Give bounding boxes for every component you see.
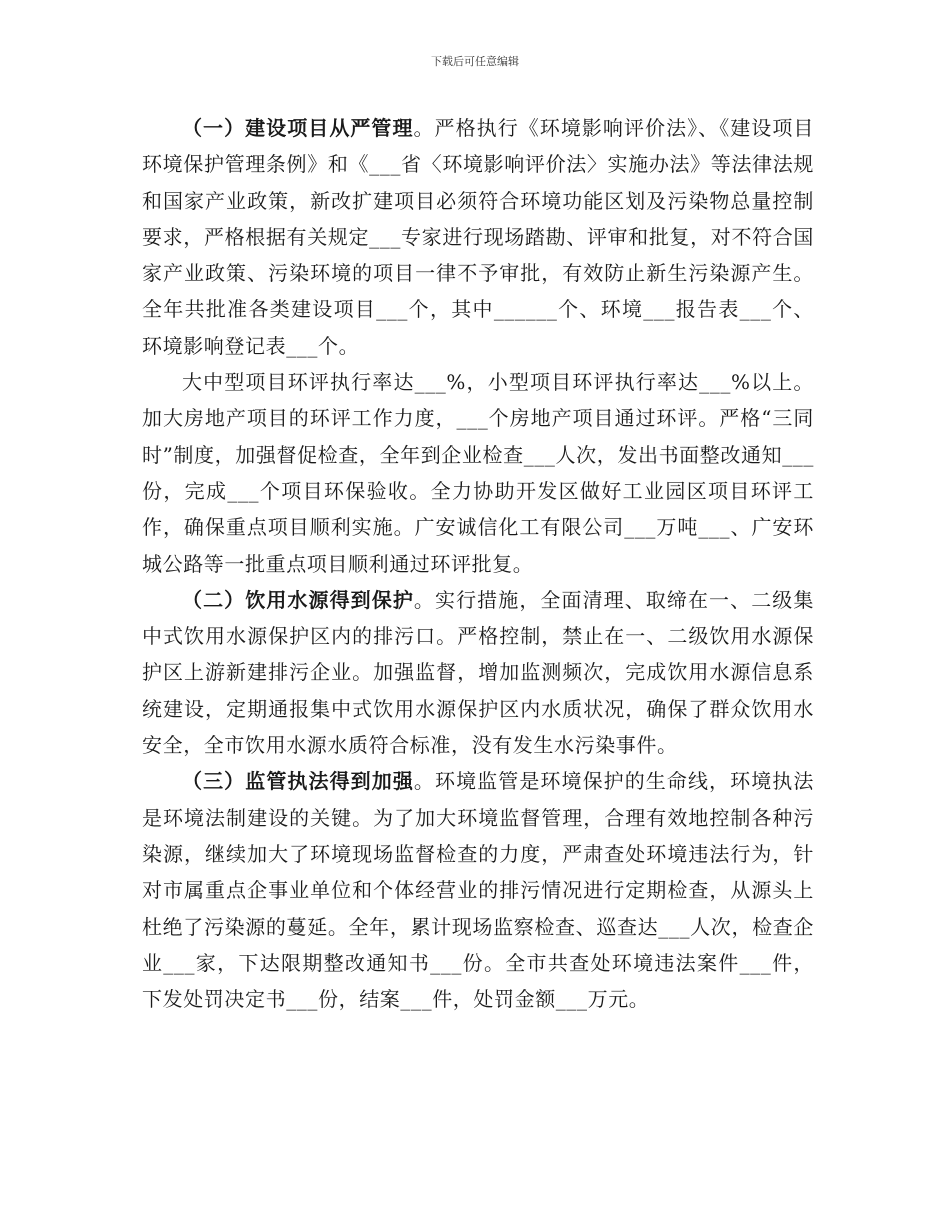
paragraph-drinking-water	[142, 582, 814, 763]
paragraph-text: 。严格执行《环境影响评价法》、《建设项目环境保护管理条例》和《___省〈环境影响评价法〉实施办法》等法律法规和国家产业政策，新改扩建项目必须符合环境功能区划及污染物总量控制要求，严格根据有关规定___专家进行现场踏勘、评审和批复，对不符合国家产业政策、污染环境的项目一律不予审批，有效防止新生污染源产生。全年共批准各类建设项目___个，其中______个、环境___报告表___个、环境影响登记表___个。	[142, 116, 814, 358]
page-header: 下载后可任意编辑	[431, 55, 519, 68]
paragraph-eia-rates	[142, 364, 814, 582]
section-heading: （三）监管执法得到加强	[182, 769, 414, 794]
document-body	[142, 110, 814, 1017]
paragraph-construction-projects	[142, 110, 814, 364]
paragraph-text: 。实行措施，全面清理、取缔在一、二级集中式饮用水源保护区内的排污口。严格控制，禁止在一、二级饮用水源保护区上游新建排污企业。加强监督，增加监测频次，完成饮用水源信息系统建设，定期通报集中式饮用水源保护区内水质状况，确保了群众饮用水安全，全市饮用水源水质符合标准，没有发生水污染事件。	[142, 587, 814, 758]
paragraph-enforcement	[142, 763, 814, 1017]
section-heading: （二）饮用水源得到保护	[182, 587, 414, 612]
paragraph-text: 。环境监管是环境保护的生命线，环境执法是环境法制建设的关键。为了加大环境监督管理，合理有效地控制各种污染源，继续加大了环境现场监督检查的力度，严肃查处环境违法行为，针对市属重点企事业单位和个体经营业的排污情况进行定期检查，从源头上杜绝了污染源的蔓延。全年，累计现场监察检查、巡查达___人次，检查企业___家，下达限期整改通知书___份。全市共查处环境违法案件___件，下发处罚决定书___份，结案___件，处罚金额___万元。	[142, 769, 814, 1012]
paragraph-text: 大中型项目环评执行率达___%，小型项目环评执行率达___%以上。加大房地产项目的环评工作力度，___个房地产项目通过环评。严格“三同时”制度，加强督促检查，全年到企业检查___人次，发出书面整改通知___份，完成___个项目环保验收。全力协助开发区做好工业园区项目环评工作，确保重点项目顺利实施。广安诚信化工有限公司___万吨___、广安环城公路等一批重点项目顺利通过环评批复。	[142, 370, 814, 576]
section-heading: （一）建设项目从严管理	[182, 116, 414, 140]
